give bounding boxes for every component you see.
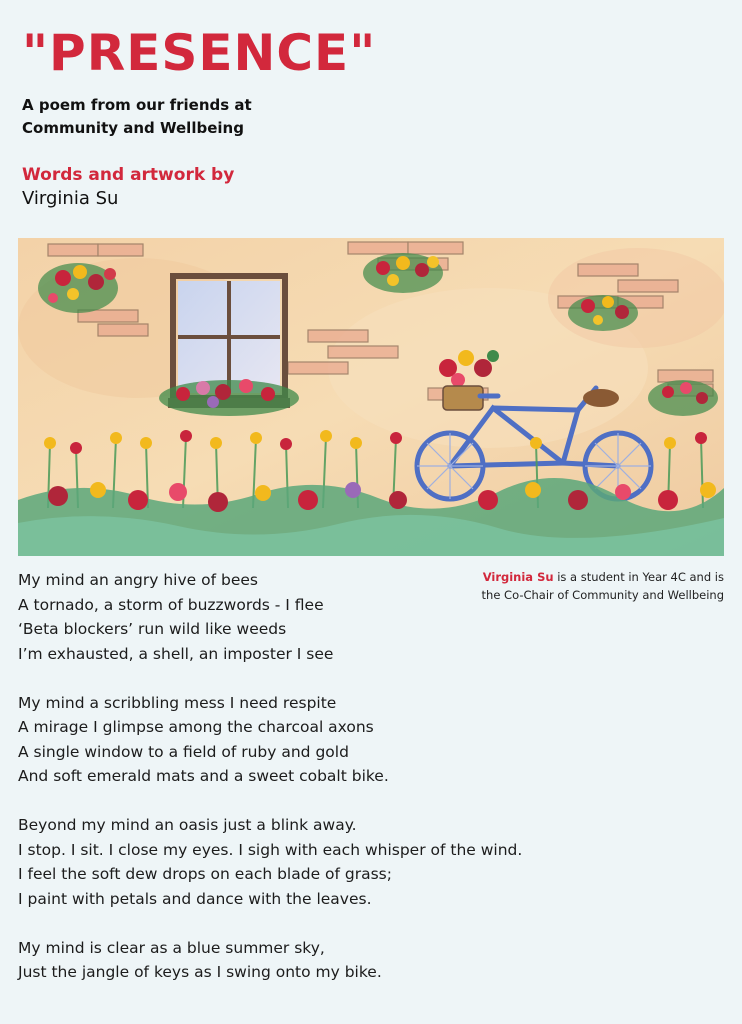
poem-line: I stop. I sit. I close my eyes. I sigh with each whisper of the wind. (18, 840, 523, 859)
caption-text: the Co-Chair of Community and Wellbeing (481, 588, 724, 602)
poem-line: A tornado, a storm of buzzwords - I flee (18, 595, 324, 614)
poem-line: My mind a scribbling mess I need respite (18, 693, 337, 712)
poem-line: My mind an angry hive of bees (18, 571, 258, 589)
poem-line: I’m exhausted, a shell, an imposter I see (18, 644, 334, 663)
subtitle-line: Community and Wellbeing (22, 119, 244, 137)
poem-stanza (18, 813, 522, 911)
poem-line: My mind is clear as a blue summer sky, (18, 938, 325, 957)
poem-stanza (18, 936, 522, 985)
caption-text: is a student in Year 4C and is (553, 570, 724, 584)
poem-line: Beyond my mind an oasis just a blink away. (18, 816, 357, 834)
subtitle-line: A poem from our friends at (22, 96, 252, 114)
credit-label: Words and artwork by (22, 165, 235, 185)
poem-line: And soft emerald mats and a sweet cobalt bike. (18, 767, 389, 785)
poem-line: A single window to a field of ruby and gold (18, 742, 349, 761)
poem-line: Just the jangle of keys as I swing onto my bike. (18, 963, 382, 981)
caption-name: Virginia Su (482, 570, 554, 584)
subtitle (22, 94, 252, 140)
watercolor-artwork (18, 238, 724, 556)
poem-line: ‘Beta blockers’ run wild like weeds (18, 620, 287, 638)
poem-body (18, 568, 522, 1009)
poem-stanza (18, 691, 522, 789)
credit-name: Virginia Su (22, 188, 119, 209)
page-title: "PRESENCE" (22, 24, 377, 82)
poem-line: I paint with petals and dance with the leaves. (18, 889, 372, 908)
poem-stanza (18, 568, 522, 666)
poem-line: A mirage I glimpse among the charcoal axons (18, 718, 374, 736)
poem-line: I feel the soft dew drops on each blade of grass; (18, 865, 392, 883)
